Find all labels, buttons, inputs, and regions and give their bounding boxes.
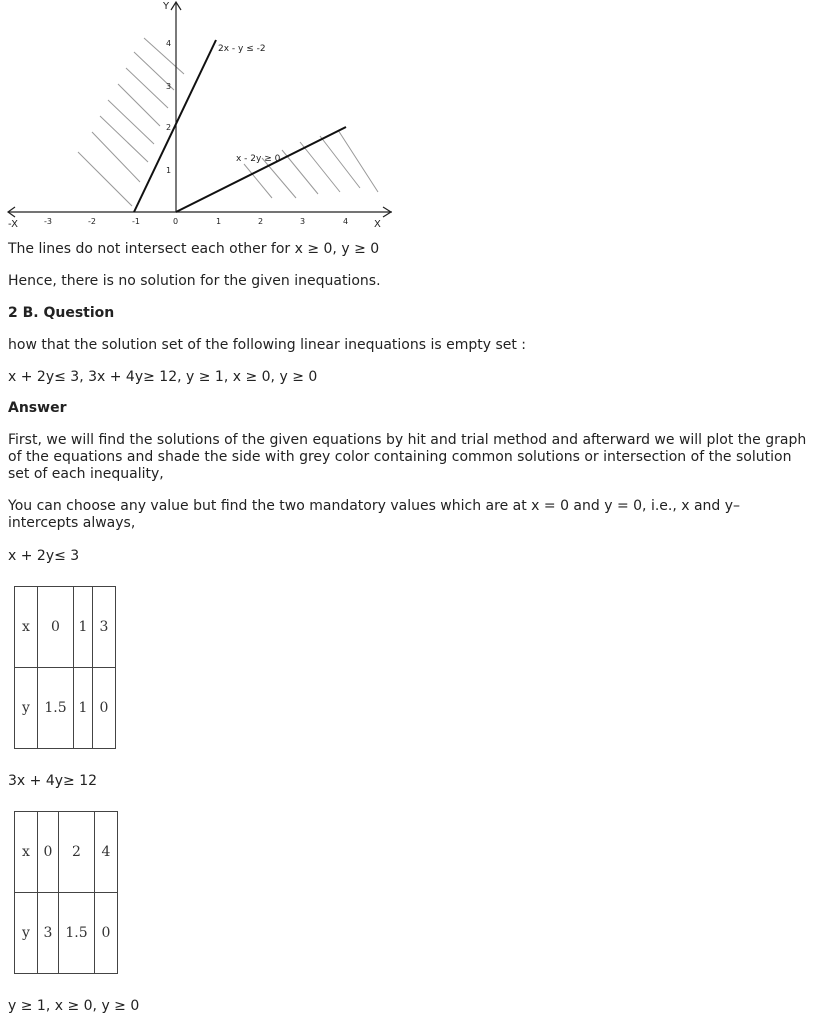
y-tick: 3 [166,82,172,91]
shaded-region-right [244,130,378,198]
shaded-region-left [78,38,184,206]
values-table-2 [14,811,118,974]
table-cell: 1.5 [38,668,74,749]
values-table-1 [14,586,116,749]
paragraph-no-solution: Hence, there is no solution for the given inequations. [8,273,381,289]
x-tick: -2 [88,217,96,226]
table-cell: 3 [93,587,116,668]
equation-3: y ≥ 1, x ≥ 0, y ≥ 0 [8,998,140,1014]
neg-x-label: -X [8,219,18,230]
equation-1: x + 2y≤ 3 [8,548,80,564]
equation-2: 3x + 4y≥ 12 [8,773,98,789]
y-tick: 4 [166,39,172,48]
table-cell: y [15,893,38,974]
x-axis-label: X [374,219,381,230]
line1-label: 2x - y ≤ -2 [218,44,266,54]
inequations-text: x + 2y≤ 3, 3x + 4y≥ 12, y ≥ 1, x ≥ 0, y ≥ 0 [8,369,318,385]
table-cell: 0 [93,668,116,749]
table-cell: 0 [38,587,74,668]
table-cell: 2 [59,812,95,893]
inequality-graph [0,0,400,232]
table-cell: 0 [95,893,118,974]
answer-paragraph-2: You can choose any value but find the two mandatory values which are at x = 0 and y = 0, i.e., x and y–intercepts always, [8,498,741,531]
y-tick: 1 [166,166,172,175]
table-cell: 1 [74,668,93,749]
table-row [15,668,116,749]
table-cell: 0 [38,812,59,893]
x-tick: -1 [132,217,140,226]
question-text: how that the solution set of the following linear inequations is empty set : [8,337,527,353]
table-cell: y [15,668,38,749]
x-tick: 4 [343,217,349,226]
table-cell: 3 [38,893,59,974]
x-tick: -3 [44,217,52,226]
question-heading: 2 B. Question [8,305,115,321]
table-cell: x [15,587,38,668]
answer-paragraph-1: First, we will find the solutions of the given equations by hit and trial method and afterward we will plot the graph of the equations and shade the side with grey color containing common solutions or intersection of the solution set of each inequality, [8,432,807,482]
table-row [15,893,118,974]
answer-heading: Answer [8,400,67,416]
table-row [15,587,116,668]
table-cell: x [15,812,38,893]
paragraph-no-intersection: The lines do not intersect each other for x ≥ 0, y ≥ 0 [8,241,380,257]
x-tick: 3 [300,217,306,226]
y-axis-label: Y [163,1,170,12]
x-tick: 2 [258,217,264,226]
y-tick: 2 [166,123,172,132]
table-cell: 4 [95,812,118,893]
table-cell: 1 [74,587,93,668]
table-cell: 1.5 [59,893,95,974]
table-row [15,812,118,893]
x-tick: 1 [216,217,222,226]
line2-label: x - 2y ≥ 0 [236,154,281,164]
line-x-minus-2y [176,127,346,212]
x-tick: 0 [173,217,179,226]
